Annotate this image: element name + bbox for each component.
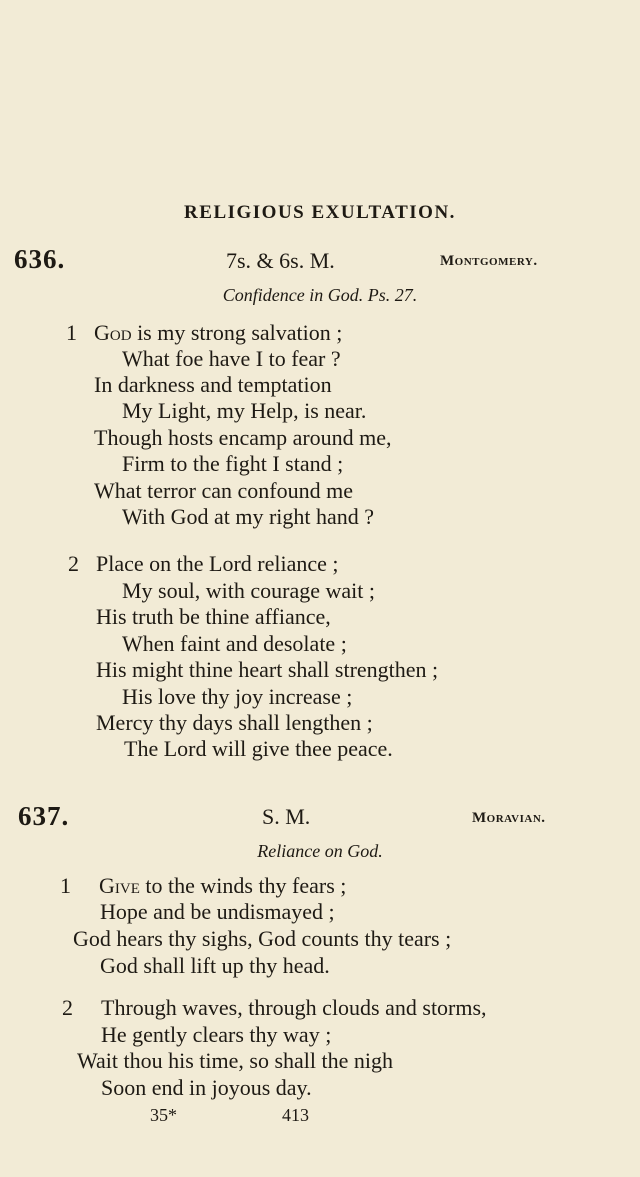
- hymn-636-verse-2-line-3: His truth be thine affiance,: [96, 604, 331, 629]
- hymn-636-verse-2-line-4: When faint and desolate ;: [122, 631, 347, 656]
- hymn-637-subtitle: Reliance on God.: [257, 841, 383, 861]
- hymn-637-verse-1-line-1: [99, 873, 346, 899]
- hymn-636-verse-1-line-1: [94, 320, 342, 346]
- first-word: God: [94, 320, 132, 345]
- hymn-636-verse-1-line-2: What foe have I to fear ?: [122, 346, 341, 371]
- hymn-637-composer: Moravian.: [472, 810, 546, 826]
- hymn-637-verse-2-line-1: Through waves, through clouds and storms,: [101, 995, 487, 1020]
- hymn-636-verse-1-line-7: What terror can confound me: [94, 478, 353, 503]
- first-word: Give: [99, 873, 140, 898]
- hymn-637-verse-2-number: 2: [62, 995, 73, 1020]
- hymn-636-verse-2-line-7: Mercy thy days shall lengthen ;: [96, 710, 373, 735]
- hymn-636-verse-2-line-5: His might thine heart shall strengthen ;: [96, 657, 439, 682]
- hymn-636-verse-2-line-1: Place on the Lord reliance ;: [96, 551, 339, 576]
- hymn-636-verse-1-line-8: With God at my right hand ?: [122, 504, 375, 529]
- hymn-637-verse-2-line-4: Soon end in joyous day.: [101, 1075, 312, 1100]
- hymn-636-verse-2-line-2: My soul, with courage wait ;: [122, 578, 375, 603]
- hymn-637-verse-1-line-4: God shall lift up thy head.: [100, 953, 330, 978]
- hymn-636-subtitle: Confidence in God. Ps. 27.: [222, 285, 418, 305]
- section-title: RELIGIOUS EXULTATION.: [184, 202, 456, 223]
- page-number: 413: [282, 1105, 309, 1125]
- hymn-636-number: 636.: [14, 244, 66, 274]
- hymn-637-meter: S. M.: [262, 804, 311, 829]
- hymn-636-verse-2-line-8: The Lord will give thee peace.: [124, 736, 393, 761]
- hymn-636-verse-1-line-6: Firm to the fight I stand ;: [122, 451, 344, 476]
- hymn-636-verse-1-line-5: Though hosts encamp around me,: [94, 425, 392, 450]
- hymn-636-verse-1-line-4: My Light, my Help, is near.: [122, 398, 367, 423]
- hymn-637-verse-2-line-3: Wait thou his time, so shall the nigh: [77, 1048, 393, 1073]
- hymn-637-number: 637.: [18, 801, 70, 831]
- hymn-636-meter: 7s. & 6s. M.: [226, 248, 335, 273]
- first-line-rest: to the winds thy fears ;: [139, 873, 347, 898]
- hymn-637-verse-1-line-3: God hears thy sighs, God counts thy tears ;: [73, 926, 452, 951]
- hymn-636-verse-1-number: 1: [66, 320, 77, 345]
- hymn-637-verse-1-number: 1: [60, 873, 71, 898]
- hymn-636-verse-1-line-3: In darkness and temptation: [94, 372, 332, 397]
- hymn-636-composer: Montgomery.: [440, 253, 538, 269]
- hymn-637-verse-2-line-2: He gently clears thy way ;: [101, 1022, 332, 1047]
- hymn-636-verse-2-line-6: His love thy joy increase ;: [122, 684, 353, 709]
- signature-mark: 35*: [150, 1105, 177, 1125]
- first-line-rest: is my strong salvation ;: [131, 320, 343, 345]
- hymn-636-verse-2-number: 2: [68, 551, 79, 576]
- hymn-637-verse-1-line-2: Hope and be undismayed ;: [100, 899, 335, 924]
